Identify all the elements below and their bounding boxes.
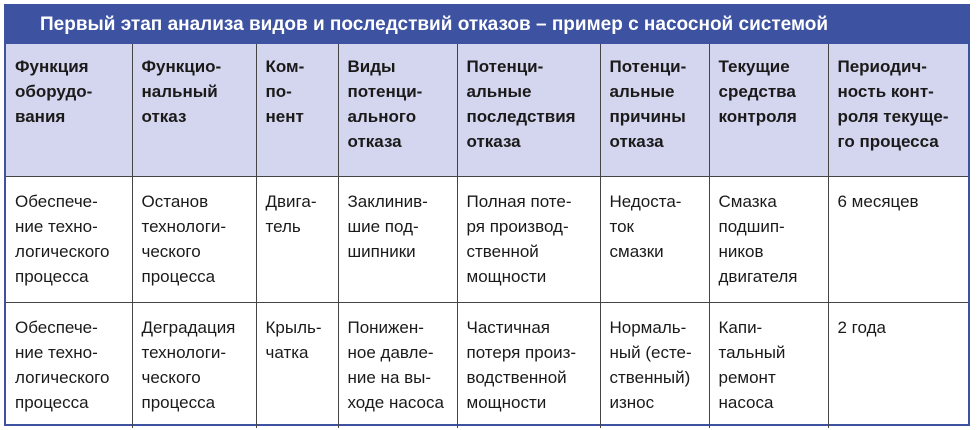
column-header xyxy=(709,44,828,176)
cell-line: Крыль- xyxy=(265,317,322,337)
cell-line: Смазка xyxy=(718,191,777,211)
cell-line: ток xyxy=(609,216,634,236)
fmea-table xyxy=(6,44,968,428)
table-cell xyxy=(709,302,828,428)
cell-line: технологи- xyxy=(141,342,227,362)
column-header xyxy=(256,44,338,176)
cell-line: подшип- xyxy=(718,216,785,236)
table-cell xyxy=(256,302,338,428)
table-row xyxy=(6,302,968,428)
table-title: Первый этап анализа видов и последствий отказов – пример с насосной системой xyxy=(6,6,968,44)
header-line: отказ xyxy=(141,107,187,126)
cell-line: ческого xyxy=(141,367,201,387)
header-line: го процесса xyxy=(837,132,939,151)
header-line: оборудо- xyxy=(15,82,93,101)
column-header xyxy=(828,44,968,176)
cell-line: ние техно- xyxy=(15,216,98,236)
table-cell xyxy=(828,176,968,302)
cell-line: ческого xyxy=(141,241,201,261)
header-line: потенци- xyxy=(347,82,423,101)
table-cell xyxy=(457,302,600,428)
header-line: отказа xyxy=(466,132,521,151)
header-line: Периодич- xyxy=(837,57,927,76)
cell-line: Заклинив- xyxy=(347,191,428,211)
cell-line: потеря произ- xyxy=(466,342,577,362)
column-header xyxy=(457,44,600,176)
header-line: причины xyxy=(609,107,686,126)
cell-line: Понижен- xyxy=(347,317,424,337)
header-line: Ком- xyxy=(265,57,305,76)
cell-line: процесса xyxy=(141,392,216,412)
cell-line: ственный) xyxy=(609,367,691,387)
cell-line: тель xyxy=(265,216,301,236)
table-frame xyxy=(4,4,970,426)
header-line: ального xyxy=(347,107,417,126)
cell-line: Недоста- xyxy=(609,191,682,211)
cell-line: ный (есте- xyxy=(609,342,692,362)
table-cell xyxy=(256,176,338,302)
header-line: Потенци- xyxy=(609,57,687,76)
header-line: Функция xyxy=(15,57,89,76)
header-line: отказа xyxy=(609,132,664,151)
header-line: последствия xyxy=(466,107,576,126)
column-header xyxy=(132,44,256,176)
cell-line: мощности xyxy=(466,392,547,412)
cell-line: ников xyxy=(718,241,764,261)
cell-line: шипники xyxy=(347,241,416,261)
column-header xyxy=(6,44,132,176)
cell-line: процесса xyxy=(15,392,89,412)
table-cell xyxy=(132,302,256,428)
cell-line: ние техно- xyxy=(15,342,98,362)
cell-line: логического xyxy=(15,241,110,261)
table-cell xyxy=(709,176,828,302)
header-line: нальный xyxy=(141,82,218,101)
header-line: отказа xyxy=(347,132,402,151)
table-cell xyxy=(338,302,457,428)
header-line: альные xyxy=(466,82,532,101)
table-cell xyxy=(132,176,256,302)
header-line: по- xyxy=(265,82,292,101)
header-line: нент xyxy=(265,107,304,126)
cell-line: процесса xyxy=(15,266,89,286)
cell-line: 6 месяцев xyxy=(837,191,919,211)
cell-line: Обеспече- xyxy=(15,317,98,337)
cell-line: Обеспече- xyxy=(15,191,98,211)
cell-line: ремонт xyxy=(718,367,776,387)
header-line: ность конт- xyxy=(837,82,934,101)
cell-line: тальный xyxy=(718,342,786,362)
cell-line: ное давле- xyxy=(347,342,434,362)
cell-line: ходе насоса xyxy=(347,392,444,412)
cell-line: чатка xyxy=(265,342,309,362)
cell-line: Двига- xyxy=(265,191,317,211)
header-line: Функцио- xyxy=(141,57,222,76)
cell-line: логического xyxy=(15,367,110,387)
table-cell xyxy=(6,302,132,428)
cell-line: Останов xyxy=(141,191,209,211)
table-cell xyxy=(338,176,457,302)
table-cell xyxy=(828,302,968,428)
header-line: Текущие xyxy=(718,57,790,76)
header-line: средства xyxy=(718,82,796,101)
cell-line: шие под- xyxy=(347,216,419,236)
table-cell xyxy=(6,176,132,302)
header-line: вания xyxy=(15,107,66,126)
cell-line: Капи- xyxy=(718,317,763,337)
header-line: роля текуще- xyxy=(837,107,949,126)
cell-line: ние на вы- xyxy=(347,367,432,387)
cell-line: двигателя xyxy=(718,266,798,286)
cell-line: Деградация xyxy=(141,317,236,337)
table-cell xyxy=(600,176,709,302)
cell-line: технологи- xyxy=(141,216,227,236)
header-row xyxy=(6,44,968,176)
table-row xyxy=(6,176,968,302)
header-line: Потенци- xyxy=(466,57,544,76)
column-header xyxy=(600,44,709,176)
cell-line: износ xyxy=(609,392,655,412)
cell-line: ственной xyxy=(466,241,539,261)
cell-line: 2 года xyxy=(837,317,886,337)
cell-line: ря производ- xyxy=(466,216,569,236)
table-cell xyxy=(457,176,600,302)
column-header xyxy=(338,44,457,176)
table-cell xyxy=(600,302,709,428)
cell-line: процесса xyxy=(141,266,216,286)
header-line: Виды xyxy=(347,57,396,76)
cell-line: Полная поте- xyxy=(466,191,572,211)
cell-line: насоса xyxy=(718,392,774,412)
cell-line: водственной xyxy=(466,367,567,387)
cell-line: мощности xyxy=(466,266,547,286)
cell-line: Нормаль- xyxy=(609,317,687,337)
cell-line: смазки xyxy=(609,241,664,261)
cell-line: Частичная xyxy=(466,317,550,337)
header-line: альные xyxy=(609,82,675,101)
header-line: контроля xyxy=(718,107,797,126)
